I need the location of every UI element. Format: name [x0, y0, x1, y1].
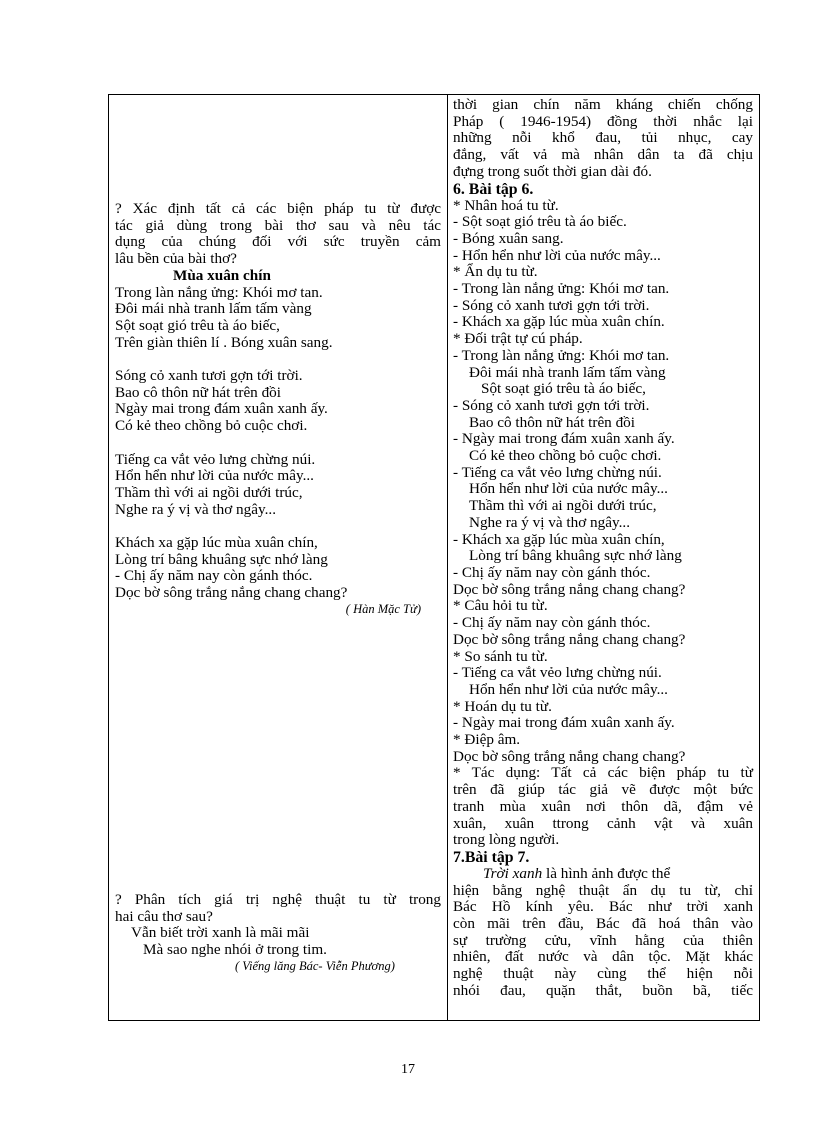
poem-citation: ( Viếng lăng Bác- Viễn Phương) — [235, 958, 395, 973]
text-line: - Tiếng ca vắt vẻo lưng chừng núi. — [453, 463, 662, 481]
text-line: - Ngày mai trong đám xuân xanh ấy. — [453, 714, 675, 732]
question-2-line: ? Phân tích giá trị nghệ thuật tu từ trong — [115, 891, 441, 908]
right-column — [448, 95, 759, 1020]
text-line: * Điệp âm. — [453, 731, 521, 749]
text-line: trên đã giúp tác giả vẽ được một bức — [453, 781, 753, 799]
poem-line: Khách xa gặp lúc mùa xuân chín, — [115, 534, 318, 552]
exercise-7-heading: 7.Bài tập 7. — [453, 848, 530, 866]
text-line: * Đối trật tự cú pháp. — [453, 330, 583, 348]
text-line — [453, 866, 753, 883]
text-line: tranh mùa xuân nơi thôn dã, đậm vẻ — [453, 797, 753, 815]
text-line: Dọc bờ sông trắng nắng chang chang? — [453, 747, 686, 765]
poem-title: Mùa xuân chín — [173, 266, 271, 284]
question-1-line: ? Xác định tất cả các biện pháp tu từ được — [115, 200, 441, 217]
text-line: Dọc bờ sông trắng nắng chang chang? — [453, 580, 686, 598]
text-line: * Hoán dụ tu từ. — [453, 697, 552, 715]
poem-line: Tiếng ca vắt vẻo lưng chừng núi. — [115, 450, 316, 468]
poem-line: Sóng cỏ xanh tươi gợn tới trời. — [115, 367, 303, 385]
text-line: * Câu hỏi tu từ. — [453, 597, 548, 615]
text-line: * Tác dụng: Tất cả các biện pháp tu từ — [453, 764, 753, 782]
poem-line: Lòng trí bâng khuâng sực nhớ làng — [115, 550, 328, 568]
text-line: Thầm thì với ai ngồi dưới trúc, — [469, 497, 657, 515]
text-line: - Khách xa gặp lúc mùa xuân chín. — [453, 313, 665, 331]
content-table — [108, 94, 760, 1021]
text-line: trong lòng người. — [453, 831, 560, 849]
text-line: - Sóng cỏ xanh tươi gợn tới trời. — [453, 296, 650, 314]
poem-stanza — [115, 368, 441, 435]
text-line: - Sóng cỏ xanh tươi gợn tới trời. — [453, 396, 650, 414]
poem-line: Ngày mai trong đám xuân xanh ấy. — [115, 400, 328, 418]
text-line: Bác Hồ kính yêu. Bác như trời xanh — [453, 898, 753, 916]
text-line: - Trong làn nắng ửng: Khói mơ tan. — [453, 280, 670, 298]
text-line: - Khách xa gặp lúc mùa xuân chín, — [453, 530, 665, 548]
exercise-6-answer — [453, 198, 753, 766]
poem-stanza — [115, 285, 441, 352]
left-column — [109, 95, 448, 1020]
poem-line: Hổn hển như lời của nước mây... — [115, 467, 314, 485]
italic-phrase: Trời xanh — [483, 864, 543, 882]
poem-line: Đôi mái nhà tranh lấm tấm vàng — [115, 300, 312, 318]
text-line: Sột soạt gió trêu tà áo biếc, — [481, 380, 646, 398]
poem-stanza — [115, 452, 441, 519]
poem-line: Sột soạt gió trêu tà áo biếc, — [115, 316, 280, 334]
text-line: nhiên, đất nước và dân tộc. Mặt khác — [453, 948, 753, 966]
text-line: nghệ thuật này cùng thể hiện nỗi — [453, 965, 753, 983]
text-line: đắng, vất vả mà nhân dân ta đã chịu — [453, 146, 753, 164]
text-line: Bao cô thôn nữ hát trên đồi — [469, 413, 635, 431]
text-line: - Tiếng ca vắt vẻo lưng chừng núi. — [453, 664, 662, 682]
text-line: - Trong làn nắng ửng: Khói mơ tan. — [453, 346, 670, 364]
question-1-line: tác giả dùng trong bài thơ sau và nêu tác — [115, 216, 441, 234]
text-line: - Hổn hển như lời của nước mây... — [453, 246, 661, 264]
poem-line: Vẫn biết trời xanh là mãi mãi — [131, 924, 310, 942]
text-line: Lòng trí bâng khuâng sực nhớ làng — [469, 547, 682, 565]
exercise-6-heading: 6. Bài tập 6. — [453, 180, 534, 198]
question-1-line: dụng của chúng đối với sức truyền cảm — [115, 233, 441, 251]
question-2-line: hai câu thơ sau? — [115, 907, 213, 925]
text-line: * Nhân hoá tu từ. — [453, 196, 559, 214]
page-number: 17 — [401, 1062, 415, 1077]
intro-paragraph — [453, 97, 753, 181]
poem-line: Bao cô thôn nữ hát trên đồi — [115, 383, 281, 401]
poem-line: - Chị ấy năm nay còn gánh thóc. — [115, 567, 313, 585]
text-line: - Chị ấy năm nay còn gánh thóc. — [453, 563, 651, 581]
question-2 — [115, 892, 441, 974]
effect-paragraph — [453, 765, 753, 849]
text-line: Nghe ra ý vị và thơ ngây... — [469, 513, 630, 531]
text-line: Có kẻ theo chồng bỏ cuộc chơi. — [469, 447, 662, 465]
question-1 — [115, 201, 441, 268]
text-line: còn mãi trên đầu, Bác đã hoá thân vào — [453, 915, 753, 933]
text-line: - Chị ấy năm nay còn gánh thóc. — [453, 614, 651, 632]
text-line: - Bóng xuân sang. — [453, 229, 564, 247]
text-line: thời gian chín năm kháng chiến chống — [453, 96, 753, 113]
text-line: - Sột soạt gió trêu tà áo biếc. — [453, 213, 627, 231]
text-line: * Ẩn dụ tu từ. — [453, 263, 538, 281]
poem-line: Trong làn nắng ửng: Khói mơ tan. — [115, 283, 323, 301]
poem-citation: ( Hàn Mặc Tử) — [345, 601, 421, 616]
poem-line: Thầm thì với ai ngồi dưới trúc, — [115, 483, 303, 501]
poem-stanza — [115, 535, 441, 602]
poem-line: Trên giàn thiên lí . Bóng xuân sang. — [115, 333, 333, 351]
poem-line: Nghe ra ý vị và thơ ngây... — [115, 500, 276, 518]
exercise-7-answer — [453, 866, 753, 1000]
question-1-line: lâu bền của bài thơ? — [115, 250, 237, 268]
text-line: nhói đau, quặn thắt, buồn bã, tiếc — [453, 981, 753, 999]
text-line: sự trường cửu, vĩnh hằng của thiên — [453, 931, 753, 949]
poem-line: Có kẻ theo chồng bỏ cuộc chơi. — [115, 417, 308, 435]
text-line: Hổn hển như lời của nước mây... — [469, 480, 668, 498]
text-line: - Ngày mai trong đám xuân xanh ấy. — [453, 430, 675, 448]
text-line: hiện bằng nghệ thuật ẩn dụ tu từ, chỉ — [453, 881, 753, 899]
text-line: Dọc bờ sông trắng nắng chang chang? — [453, 630, 686, 648]
text-line: những nỗi khổ đau, tủi nhục, cay — [453, 129, 753, 147]
text-line: Đôi mái nhà tranh lấm tấm vàng — [469, 363, 666, 381]
text-line: xuân, xuân ttrong cảnh vật và xuân — [453, 814, 753, 832]
poem-line: Dọc bờ sông trắng nắng chang chang? — [115, 584, 348, 602]
text-line: * So sánh tu từ. — [453, 647, 548, 665]
text-line: Pháp ( 1946-1954) đồng thời nhắc lại — [453, 112, 753, 130]
text-line: đựng trong suốt thời gian dài đó. — [453, 162, 652, 180]
poem-line: Mà sao nghe nhói ở trong tim. — [143, 941, 327, 959]
text-span: là hình ảnh được thể — [542, 864, 671, 882]
text-line: Hổn hển như lời của nước mây... — [469, 680, 668, 698]
